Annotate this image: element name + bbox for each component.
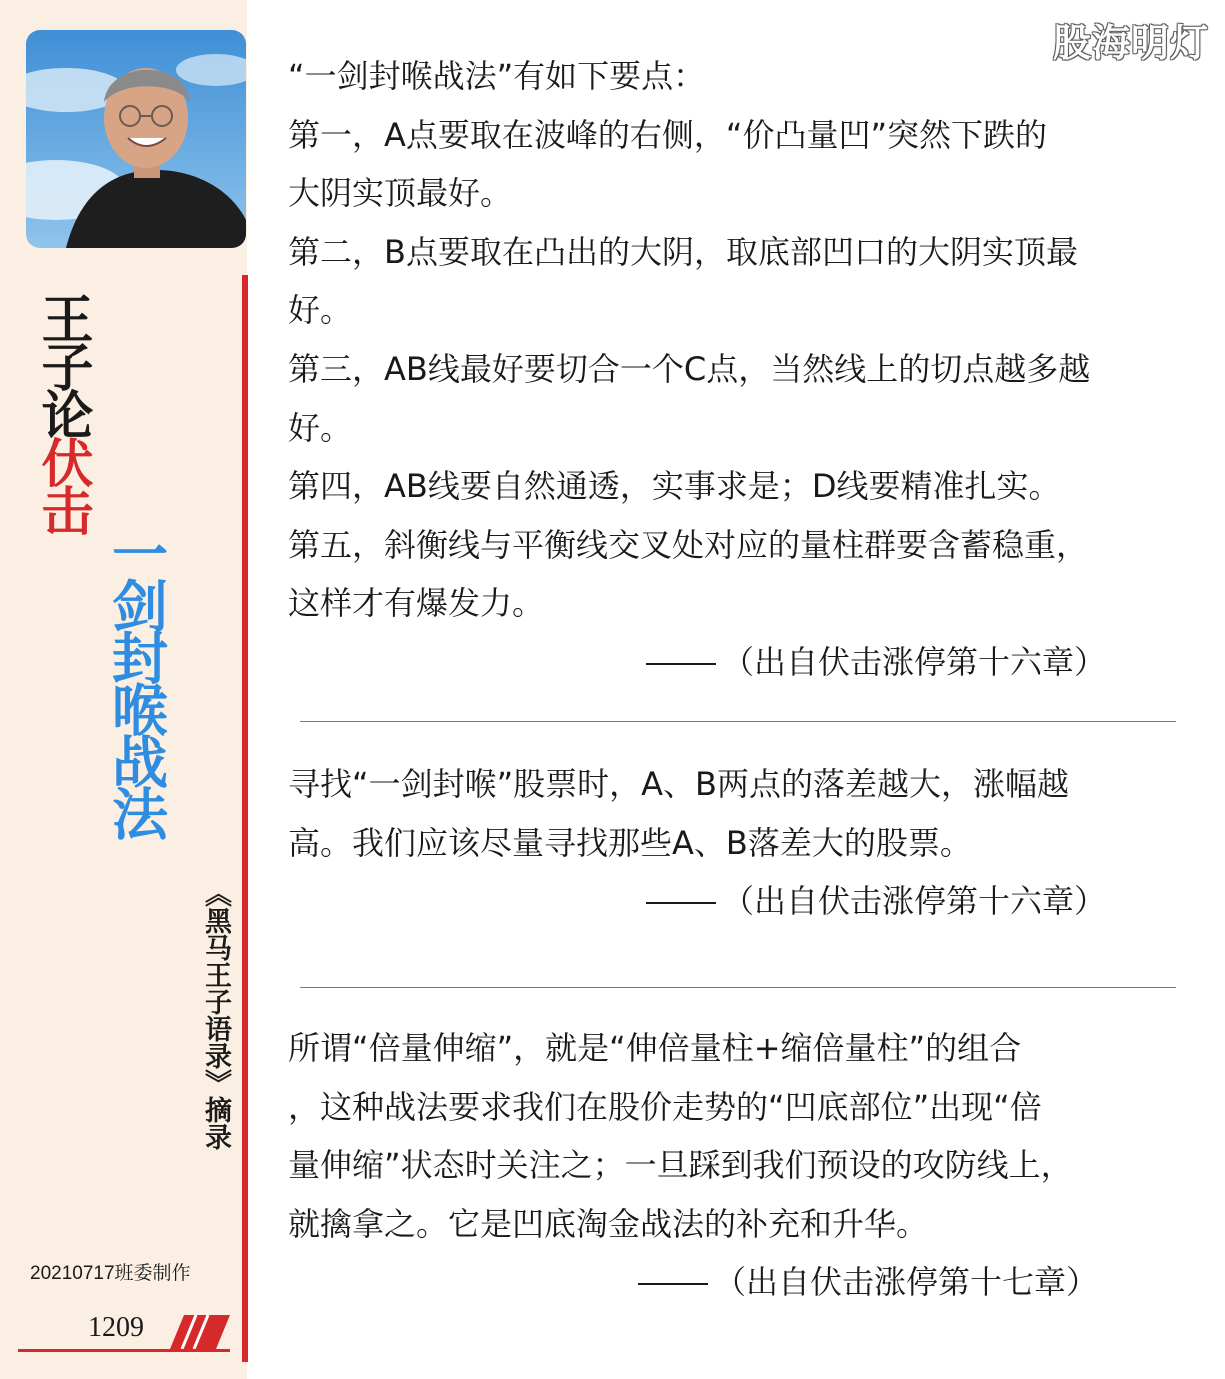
section-1-line-1: “一剑封喉战法”有如下要点： (288, 57, 706, 95)
citation-dash (646, 663, 716, 665)
brand-title-red: 伏击 (32, 436, 93, 532)
section-2-citation-text: （出自伏击涨停第十六章） (722, 882, 1107, 921)
page-number: 1209 (88, 1312, 144, 1343)
section-1-line-6: 第三，AB线最好要切合一个C点，当然线上的切点越多越 (288, 349, 1091, 388)
brand-title-black: 王子论 (32, 292, 93, 436)
section-3-citation-text: （出自伏击涨停第十七章） (714, 1263, 1099, 1302)
section-1-line-4: 第二，B点要取在凸出的大阴，取底部凹口的大阴实顶最 (288, 232, 1078, 271)
citation-dash (646, 902, 716, 904)
section-divider-2 (300, 987, 1176, 988)
section-1-line-8: 第四，AB线要自然通透，实事求是；D线要精准扎实。 (288, 467, 1061, 506)
section-1-line-9: 第五，斜衡线与平衡线交叉处对应的量柱群要含蓄稳重， (288, 525, 1089, 564)
section-1-line-10: 这样才有爆发力。 (288, 584, 545, 623)
section-1-line-7: 好。 (288, 408, 353, 447)
strategy-title: 一剑封喉战法 (103, 525, 169, 837)
credit-line: 20210717班委制作 (30, 1263, 191, 1284)
source-book: 《黑马王子语录》摘录 (200, 880, 231, 1150)
section-1-citation-text: （出自伏击涨停第十六章） (722, 642, 1107, 681)
section-2-line-2: 高。我们应该尽量寻找那些A、B落差大的股票。 (288, 823, 972, 862)
slash-decoration-icon (170, 1315, 230, 1349)
citation-dash (638, 1283, 708, 1285)
section-3-line-4: 就擒拿之。它是凹底淘金战法的补充和升华。 (288, 1204, 929, 1243)
section-2-citation (288, 872, 1198, 931)
section-1 (288, 47, 1198, 692)
vertical-red-rule (242, 275, 248, 1362)
section-3-line-3: 量伸缩”状态时关注之；一旦踩到我们预设的攻防线上， (288, 1146, 1073, 1185)
watermark: 股海明灯 (1052, 21, 1209, 65)
section-1-line-2: 第一，A点要取在波峰的右侧，“价凸量凹”突然下跌的 (288, 115, 1048, 154)
brand-title (32, 292, 93, 532)
bottom-red-rule (18, 1349, 230, 1352)
section-3-citation (288, 1253, 1198, 1312)
author-portrait (26, 30, 246, 248)
section-1-line-5: 好。 (288, 291, 353, 330)
section-2 (288, 755, 1198, 931)
section-1-citation (288, 633, 1198, 692)
section-2-line-1: 寻找“一剑封喉”股票时，A、B两点的落差越大，涨幅越 (288, 765, 1070, 803)
section-3-line-1: 所谓“倍量伸缩”，就是“伸倍量柱+缩倍量柱”的组合 (288, 1029, 1022, 1067)
section-divider-1 (300, 721, 1176, 722)
section-1-line-3: 大阴实顶最好。 (288, 174, 513, 213)
section-3 (288, 1019, 1198, 1312)
section-3-line-2: ，这种战法要求我们在股价走势的“凹底部位”出现“倍 (288, 1087, 1042, 1126)
